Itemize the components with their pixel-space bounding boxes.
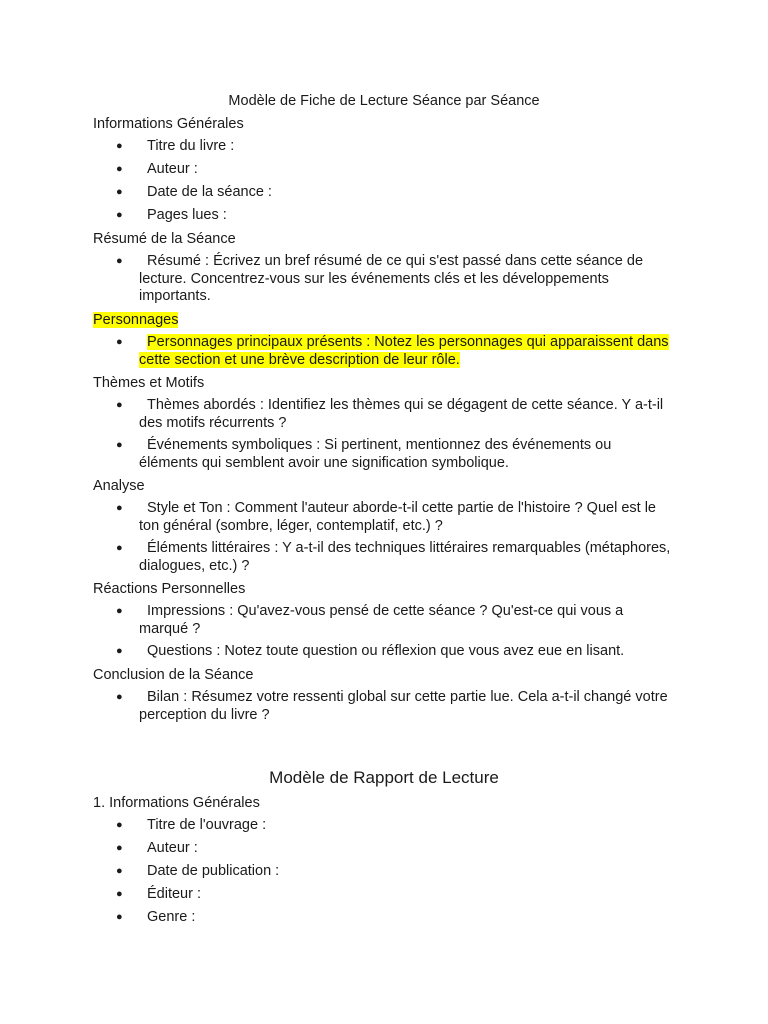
list-item-text: Date de la séance : — [147, 184, 272, 200]
list-item-text: Auteur : — [147, 161, 198, 177]
list-item-text: Date de publication : — [147, 863, 280, 879]
list-item-text: Pages lues : — [147, 207, 227, 223]
bullet-icon: ● — [116, 439, 123, 451]
bullet-icon: ● — [116, 502, 123, 514]
bullet-icon: ● — [116, 819, 123, 831]
bullet-icon: ● — [116, 605, 123, 617]
bullet-icon: ● — [116, 542, 123, 554]
bullet-icon: ● — [116, 842, 123, 854]
list-item-text: Auteur : — [147, 840, 198, 856]
document-title: Modèle de Fiche de Lecture Séance par Séance — [228, 93, 540, 109]
bullet-icon: ● — [116, 163, 123, 175]
list-item-text: Bilan : Résumez votre ressenti global sur cette partie lue. Cela a-t-il changé votre perception du livre ? — [139, 689, 668, 723]
bullet-icon: ● — [116, 186, 123, 198]
highlighted-heading-text: Personnages — [93, 312, 179, 328]
section-heading-themes-motifs: Thèmes et Motifs — [93, 375, 205, 391]
list-item-text: Éditeur : — [147, 886, 201, 902]
list-item-text: Genre : — [147, 909, 196, 925]
list-item-text: Éléments littéraires : Y a-t-il des techniques littéraires remarquables (métaphores, dialogues, etc.) ? — [139, 540, 671, 574]
list-item-text: Questions : Notez toute question ou réflexion que vous avez eue en lisant. — [147, 643, 625, 659]
list-item-text: Thèmes abordés : Identifiez les thèmes qui se dégagent de cette séance. Y a-t-il des motifs récurrents ? — [139, 397, 664, 431]
bullet-icon: ● — [116, 888, 123, 900]
list-item-text: Impressions : Qu'avez-vous pensé de cette séance ? Qu'est-ce qui vous a marqué ? — [139, 603, 624, 637]
bullet-icon: ● — [116, 255, 123, 267]
section-heading-resume: Résumé de la Séance — [93, 231, 236, 247]
section-heading-personnages — [93, 311, 178, 329]
bullet-icon: ● — [116, 140, 123, 152]
section-heading-reactions: Réactions Personnelles — [93, 581, 246, 597]
list-item-text-highlighted — [139, 334, 674, 369]
list-item-text: Résumé : Écrivez un bref résumé de ce qui s'est passé dans cette séance de lecture. Concentrez-vous sur les événements clés et les développements importants. — [139, 253, 644, 304]
bullet-icon: ● — [116, 865, 123, 877]
bullet-icon: ● — [116, 336, 123, 348]
bullet-icon: ● — [116, 399, 123, 411]
report-section-heading: 1. Informations Générales — [93, 795, 260, 811]
bullet-icon: ● — [116, 645, 123, 657]
bullet-icon: ● — [116, 691, 123, 703]
section-heading-analyse: Analyse — [93, 478, 145, 494]
report-title: Modèle de Rapport de Lecture — [269, 768, 499, 787]
section-heading-informations-generales: Informations Générales — [93, 116, 244, 132]
highlighted-text: Personnages principaux présents : Notez les personnages qui apparaissent dans cette section et une brève description de leur rôle. — [139, 334, 669, 368]
bullet-icon: ● — [116, 911, 123, 923]
bullet-icon: ● — [116, 209, 123, 221]
list-item-text: Titre du livre : — [147, 138, 235, 154]
section-heading-conclusion: Conclusion de la Séance — [93, 667, 254, 683]
list-item-text: Événements symboliques : Si pertinent, mentionnez des événements ou éléments qui semblent avoir une signification symbolique. — [139, 437, 612, 471]
list-item-text: Style et Ton : Comment l'auteur aborde-t-il cette partie de l'histoire ? Quel est le ton général (sombre, léger, contemplatif, etc.) ? — [139, 500, 656, 534]
list-item-text: Titre de l'ouvrage : — [147, 817, 267, 833]
